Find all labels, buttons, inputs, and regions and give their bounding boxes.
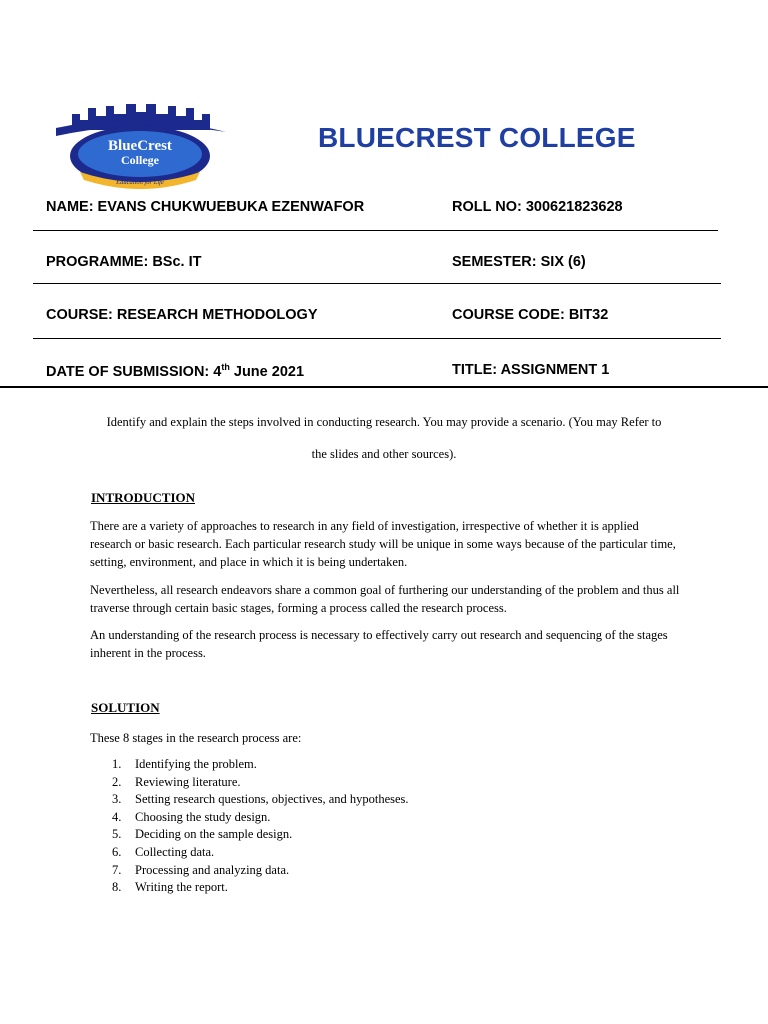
list-item: [112, 826, 409, 844]
semester: SEMESTER: SIX (6): [452, 254, 586, 270]
step-text: Deciding on the sample design.: [135, 827, 293, 842]
list-item: [112, 844, 409, 862]
step-number: 7.: [112, 862, 122, 877]
divider-line: [33, 283, 721, 284]
college-title: BLUECREST COLLEGE: [318, 122, 636, 153]
research-steps-list: [112, 756, 409, 897]
introduction-heading: INTRODUCTION: [91, 490, 196, 505]
step-text: Reviewing literature.: [135, 774, 241, 789]
list-item: [112, 809, 409, 827]
step-number: 5.: [112, 827, 122, 842]
intro-paragraph-3: An understanding of the research process is necessary to effectively carry out research and sequencing of the stages inherent in the process.: [90, 628, 668, 660]
list-item: [112, 879, 409, 897]
course: COURSE: RESEARCH METHODOLOGY: [46, 307, 318, 323]
intro-paragraph-2: Nevertheless, all research endeavors share a common goal of furthering our understanding of the problem and thus all traverse through certain basic stages, forming a process called the research process.: [90, 583, 680, 615]
date-suffix: June 2021: [229, 363, 305, 380]
logo-brand-line2: College: [121, 153, 159, 167]
list-item: [112, 774, 409, 792]
step-text: Choosing the study design.: [135, 809, 271, 824]
programme: PROGRAMME: BSc. IT: [46, 254, 202, 270]
intro-paragraph-1: There are a variety of approaches to research in any field of investigation, irrespective of whether it is applied research or basic research. Each particular research study will be unique in some ways because of the particular time, setting, environment, and place in which it is being undertaken.: [90, 519, 676, 569]
step-text: Setting research questions, objectives, and hypotheses.: [135, 792, 409, 807]
step-number: 4.: [112, 809, 122, 824]
assignment-title: TITLE: ASSIGNMENT 1: [452, 362, 610, 378]
logo-motto: Education for Life: [116, 179, 164, 186]
step-number: 1.: [112, 757, 122, 771]
solution-intro: These 8 stages in the research process are:: [90, 731, 302, 745]
step-text: Collecting data.: [135, 844, 215, 859]
student-name: NAME: EVANS CHUKWUEBUKA EZENWAFOR: [46, 199, 365, 215]
divider-line: [0, 386, 768, 388]
step-text: Identifying the problem.: [135, 757, 257, 771]
step-text: Writing the report.: [135, 880, 228, 895]
college-logo: [50, 100, 230, 194]
roll-number: ROLL NO: 300621823628: [452, 199, 623, 215]
step-number: 3.: [112, 792, 122, 807]
divider-line: [33, 230, 718, 231]
solution-heading: SOLUTION: [91, 700, 160, 715]
step-text: Processing and analyzing data.: [135, 862, 290, 877]
course-code: COURSE CODE: BIT32: [452, 307, 609, 323]
logo-brand-line1: BlueCrest: [108, 138, 172, 154]
list-item: [112, 756, 409, 774]
question-line-2: the slides and other sources).: [311, 447, 457, 461]
date-ordinal: th: [221, 362, 230, 372]
date-of-submission: [46, 362, 304, 380]
step-number: 6.: [112, 844, 122, 859]
divider-line: [33, 338, 721, 339]
step-number: 2.: [112, 774, 122, 789]
list-item: [112, 791, 409, 809]
date-prefix: DATE OF SUBMISSION: 4: [46, 363, 222, 380]
list-item: [112, 862, 409, 880]
step-number: 8.: [112, 880, 122, 895]
question-line-1: Identify and explain the steps involved in conducting research. You may provide a scenario. (You may Refer to: [106, 415, 662, 429]
